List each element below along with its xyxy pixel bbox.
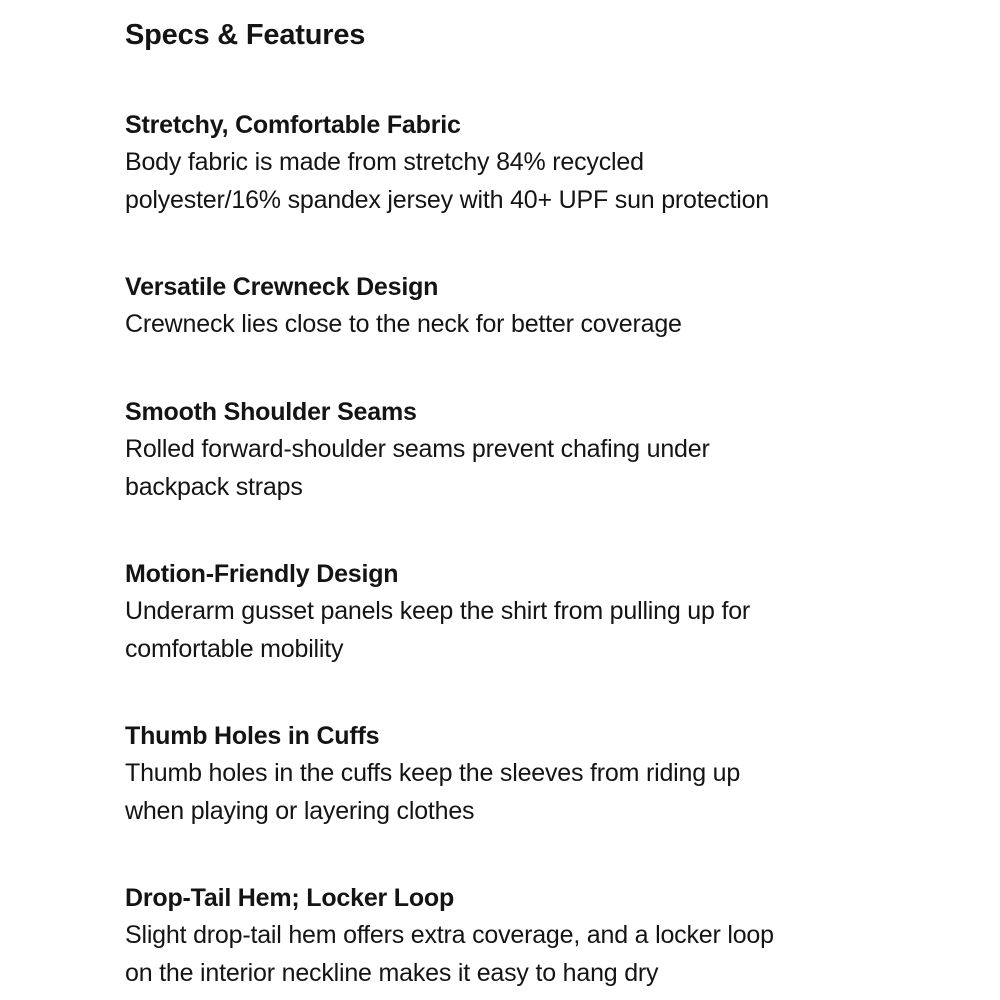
- feature-shoulder-seams: [125, 394, 915, 506]
- feature-title: Motion-Friendly Design: [125, 560, 399, 588]
- feature-crewneck-design: [125, 269, 915, 344]
- description-line: polyester/16% spandex jersey with 40+ UPF sun protection: [125, 185, 770, 214]
- feature-description: [125, 306, 915, 344]
- feature-stretchy-fabric: [125, 107, 915, 219]
- feature-title: Smooth Shoulder Seams: [125, 398, 417, 426]
- feature-title: Drop-Tail Hem; Locker Loop: [125, 884, 455, 912]
- feature-title: Thumb Holes in Cuffs: [125, 722, 380, 750]
- feature-description: [125, 593, 915, 668]
- feature-description: [125, 755, 915, 830]
- description-line: when playing or layering clothes: [125, 796, 475, 825]
- feature-thumb-holes: [125, 718, 915, 830]
- feature-description: [125, 431, 915, 506]
- description-line: comfortable mobility: [125, 634, 344, 663]
- feature-motion-friendly: [125, 556, 915, 668]
- specs-features-section: [125, 0, 925, 1000]
- description-line: Body fabric is made from stretchy 84% recycled: [125, 148, 644, 176]
- description-line: Slight drop-tail hem offers extra coverage, and a locker loop: [125, 921, 774, 949]
- description-line: Rolled forward-shoulder seams prevent chafing under: [125, 435, 710, 463]
- feature-description: [125, 917, 915, 992]
- feature-title: Stretchy, Comfortable Fabric: [125, 111, 461, 139]
- feature-description: [125, 144, 915, 219]
- description-line: Thumb holes in the cuffs keep the sleeves from riding up: [125, 759, 741, 787]
- description-line: Crewneck lies close to the neck for better coverage: [125, 310, 682, 338]
- description-line: on the interior neckline makes it easy to hang dry: [125, 958, 659, 987]
- feature-drop-tail-hem: [125, 880, 915, 992]
- description-line: Underarm gusset panels keep the shirt from pulling up for: [125, 597, 751, 625]
- description-line: backpack straps: [125, 472, 303, 501]
- feature-title: Versatile Crewneck Design: [125, 273, 439, 301]
- page-title: Specs & Features: [125, 19, 366, 51]
